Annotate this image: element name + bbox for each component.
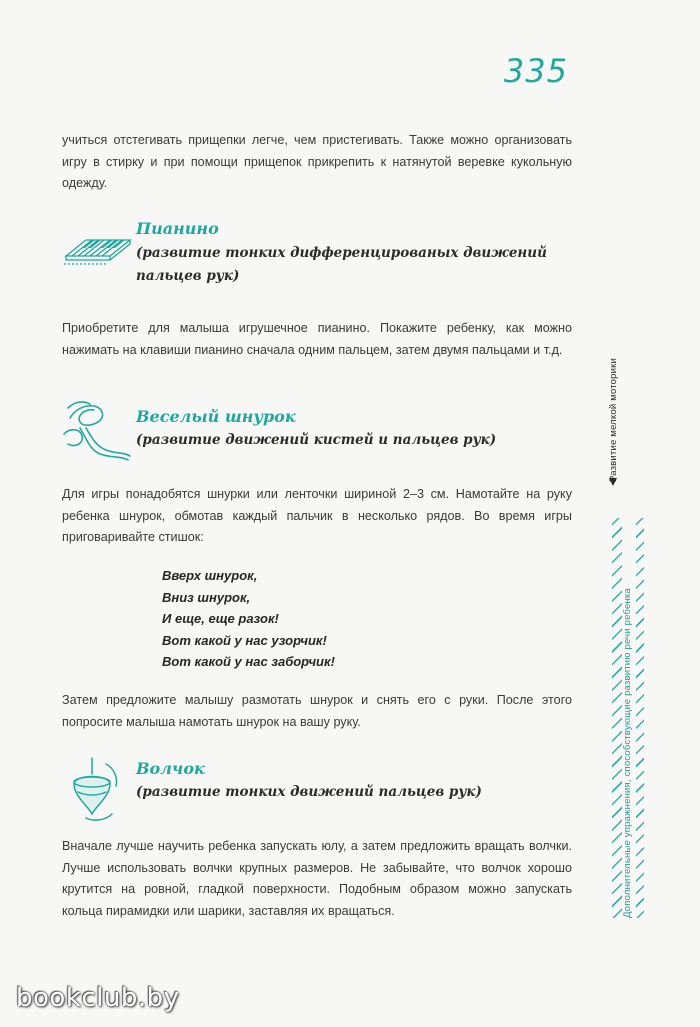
- ribbon-icon: [60, 398, 132, 472]
- poem-line: И еще, еще разок!: [162, 611, 279, 626]
- section-title-shoelace: Веселый шнурок: [136, 407, 296, 426]
- watermark: bookclub.by: [16, 983, 180, 1013]
- section-after-text-shoelace: Затем предложите малышу размотать шнурок и снять его с руки. После этого попросите малыша намотать шнурок на вашу руку.: [62, 693, 572, 729]
- side-ruler-decoration: [612, 518, 622, 918]
- side-label-topic: Развитие мелкой моторики: [608, 357, 619, 482]
- section-subtitle-top: (развитие тонких движений пальцев рук): [136, 784, 482, 800]
- intro-paragraph: учиться отстегивать прищепки легче, чем пристегивать. Также можно организовать игру в стирку и при помощи прищепок прикрепить к натянутой веревке кукольную одежду.: [62, 133, 572, 191]
- section-subtitle-piano: (развитие тонких дифференцированых движений пальцев рук): [136, 245, 547, 284]
- section-title-top: Волчок: [136, 759, 205, 778]
- poem-line: Вверх шнурок,: [162, 568, 258, 583]
- section-title-piano: Пианино: [136, 219, 219, 238]
- poem: [162, 565, 335, 673]
- section-text-shoelace: Для игры понадобятся шнурки или ленточки шириной 2–3 см. Намотайте на руку ребенка шнурок, обмотав каждый пальчик в несколько рядов. Во время игры приговаривайте стишок:: [62, 487, 572, 545]
- section-text-top: Вначале лучше научить ребенка запускать юлу, а затем предложить вращать волчки. Лучше использовать волчки крупных размеров. Не забывайте, что волчок хорошо крутится на ровной, гладкой поверхности. Подобным образом можно запускать кольца пирамидки или шарики, заставляя их вращаться.: [62, 839, 572, 918]
- poem-line: Вот какой у нас заборчик!: [162, 654, 335, 669]
- page-number: 335: [503, 52, 568, 90]
- piano-keys-icon: [62, 226, 132, 268]
- poem-line: Вот какой у нас узорчик!: [162, 632, 327, 648]
- side-ruler-decoration-2: [636, 518, 644, 918]
- section-text-piano: Приобретите для малыша игрушечное пианино. Покажите ребенку, как можно нажимать на клавиши пианино сначала одним пальцем, затем двумя пальцами и т.д.: [62, 321, 572, 357]
- side-label-chapter: Дополнительные упражнения, способствующие развитию речи ребенка: [622, 588, 633, 918]
- section-subtitle-shoelace: (развитие движений кистей и пальцев рук): [136, 432, 497, 448]
- poem-line: Вниз шнурок,: [162, 589, 251, 605]
- spinning-top-icon: [70, 756, 122, 824]
